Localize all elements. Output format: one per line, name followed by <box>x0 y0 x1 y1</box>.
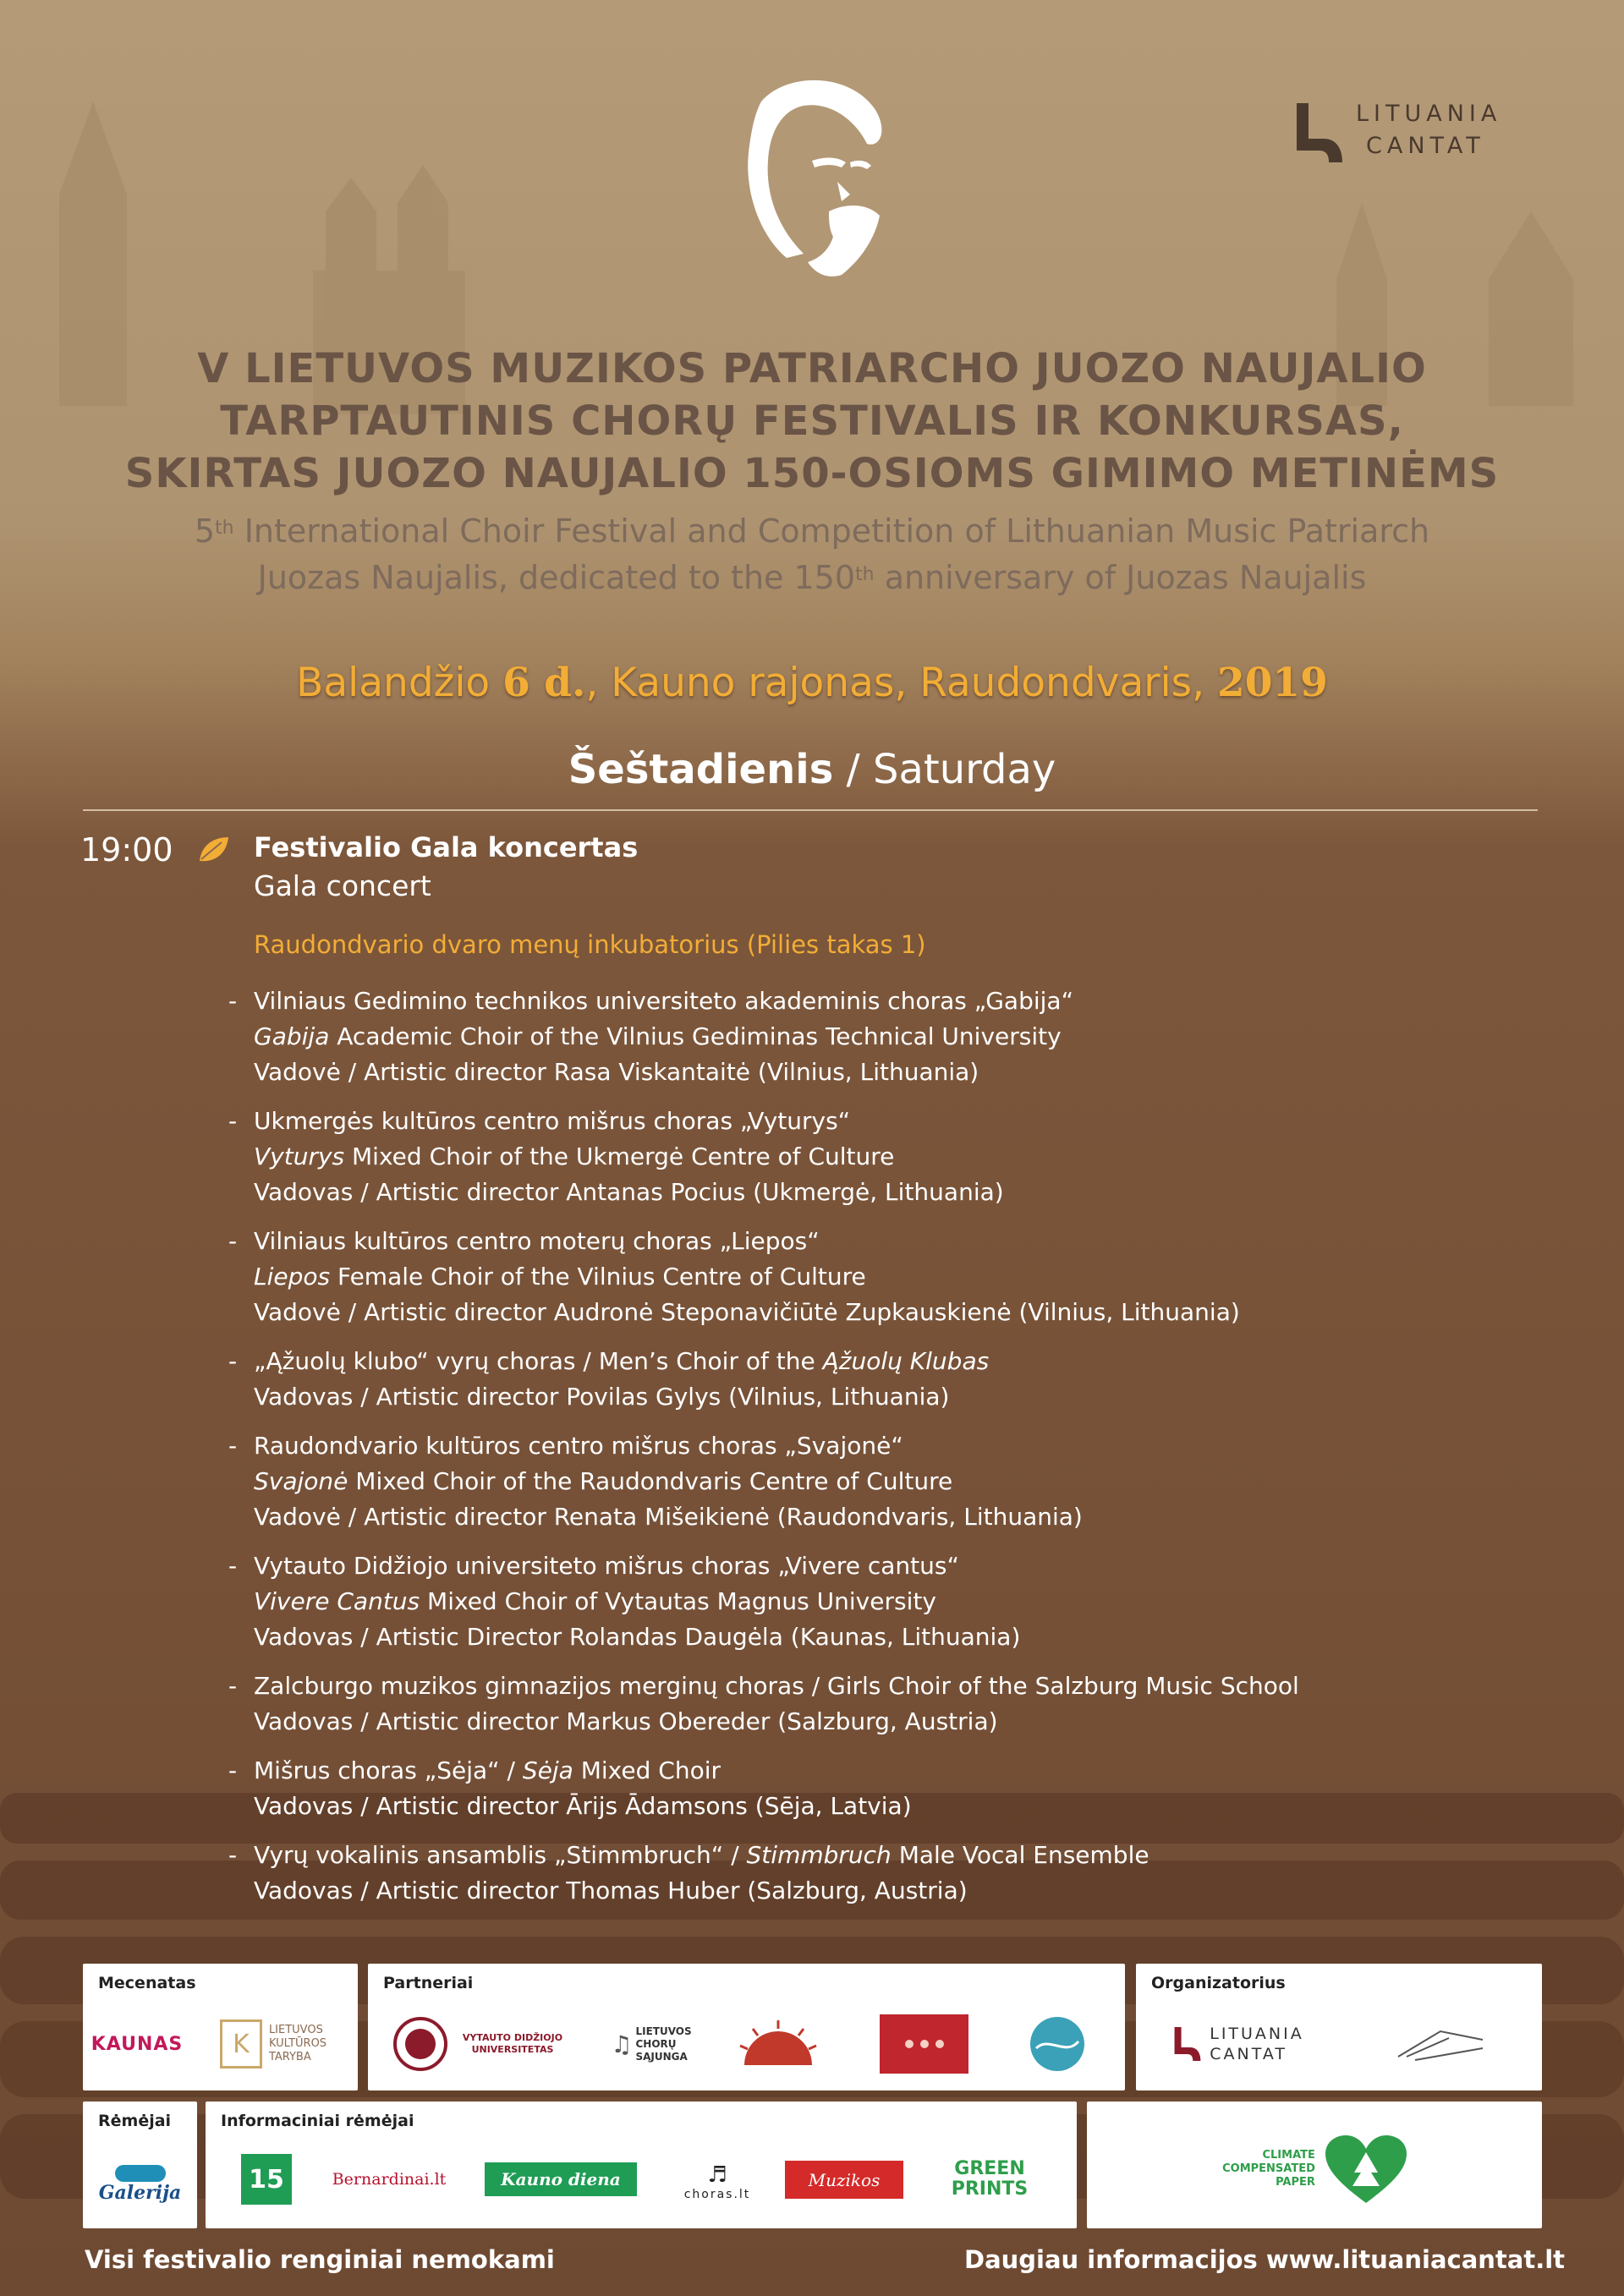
title-lt-line2: TARPTAUTINIS CHORŲ FESTIVALIS IR KONKURSAS, <box>220 397 1404 445</box>
date-year: 2019 <box>1217 660 1328 706</box>
choir-director: Vadovė / Artistic director Audronė Steponavičiūtė Zupkauskienė (Vilnius, Lithuania) <box>254 1298 1240 1326</box>
choir-director: Vadovė / Artistic director Renata Mišeikienė (Raudondvaris, Lithuania) <box>254 1503 1083 1531</box>
kaunas-logo[interactable]: KAUNAS <box>91 2033 184 2055</box>
footer-free-events: Visi festivalio renginiai nemokami <box>85 2245 555 2274</box>
choir-director: Vadovas / Artistic director Antanas Pocius (Ukmergė, Lithuania) <box>254 1178 1004 1206</box>
green-prints-logo[interactable] <box>935 2154 1045 2205</box>
choir-name-en: Male Vocal Ensemble <box>891 1841 1149 1869</box>
choir-list <box>228 984 1582 1922</box>
choir-name-lt: Vyrų vokalinis ansamblis „Stimmbruch“ / <box>254 1841 747 1869</box>
date-month: Balandžio <box>296 660 503 706</box>
choir-name-italic: Gabija <box>254 1022 330 1050</box>
day-separator: / <box>833 746 873 793</box>
sun-ornament-logo[interactable] <box>732 2014 825 2074</box>
sponsor-panel-mecenatas <box>83 1964 358 2091</box>
sponsor-panel-climate <box>1087 2101 1542 2228</box>
lituania-cantat-logo[interactable] <box>1290 95 1527 167</box>
day-of-week <box>0 746 1624 793</box>
choir-name-lt: Vilniaus Gedimino technikos universiteto akademinis choras „Gabija“ <box>254 987 1074 1015</box>
choras-wordmark: choras.lt <box>683 2188 751 2201</box>
choir-name-en: Mixed Choir of Vytautas Magnus University <box>420 1587 936 1615</box>
choir-name-en: Mixed Choir of the Raudondvaris Centre of Culture <box>348 1467 953 1495</box>
list-item: - Vytauto Didžiojo universiteto mišrus choras „Vivere cantus“ Vivere Cantus Mixed Choir of Vytautas Magnus University Vadovas / Artistic Director Rolandas Daugėla (Kaunas, Lithuania) <box>228 1548 1582 1655</box>
panel-label: Partneriai <box>383 1974 474 1992</box>
choir-name-lt: Zalcburgo muzikos gimnazijos merginų choras / Girls Choir of the Salzburg Music School <box>254 1672 1299 1700</box>
vdu-wordmark: VYTAUTO DIDŽIOJO UNIVERSITETAS <box>462 2032 563 2055</box>
day-en: Saturday <box>872 746 1056 793</box>
choir-name-italic: Sėja <box>522 1756 573 1784</box>
event-title-en: Gala concert <box>254 869 431 902</box>
akropolis-wordmark: Galerija <box>98 2181 182 2204</box>
panel-label: Rėmėjai <box>98 2112 172 2130</box>
choir-name-lt: Ukmergės kultūros centro mišrus choras „Vyturys“ <box>254 1107 851 1135</box>
choir-name-italic: Vyturys <box>254 1143 345 1170</box>
choir-director: Vadovas / Artistic director Povilas Gylys (Vilnius, Lithuania) <box>254 1383 950 1411</box>
round-partner-logo[interactable] <box>1023 2014 1091 2074</box>
list-item: - Mišrus choras „Sėja“ / Sėja Mixed Choir Vadovas / Artistic director Ārijs Ādamsons (Sēja, Latvia) <box>228 1753 1582 1824</box>
lituania-cantat-mark-icon <box>1290 100 1349 166</box>
title-en-line1: International Choir Festival and Competition of Lithuanian Music Patriarch <box>233 512 1430 550</box>
lietuvos-choru-sajunga-logo[interactable] <box>592 2010 710 2078</box>
lcs-line3: SĄJUNGA <box>635 2050 688 2063</box>
leaf-icon <box>196 836 230 864</box>
choir-director: Vadovas / Artistic director Thomas Huber (Salzburg, Austria) <box>254 1877 968 1904</box>
choir-name-lt: Mišrus choras „Sėja“ / <box>254 1756 523 1784</box>
title-en-sup1: th <box>215 518 234 539</box>
divider <box>83 809 1538 811</box>
ltk-line2: KULTŪROS <box>268 2037 327 2050</box>
list-item: - Vyrų vokalinis ansamblis „Stimmbruch“ / Stimmbruch Male Vocal Ensemble Vadovas / Artistic director Thomas Huber (Salzburg, Austria) <box>228 1838 1582 1909</box>
vdu-seal-icon <box>392 2016 448 2072</box>
climate-line1: CLIMATE <box>1262 2149 1315 2162</box>
kauno-diena-logo[interactable]: Kauno diena <box>485 2162 637 2196</box>
title-en-sup2: th <box>855 564 875 585</box>
climate-line3: PAPER <box>1276 2176 1315 2189</box>
sponsor-panel-organizatorius <box>1136 1964 1542 2091</box>
day-lt: Šeštadienis <box>568 746 834 793</box>
organizer-mark-icon <box>1171 2023 1204 2065</box>
title-en <box>0 508 1624 601</box>
ltk-line3: TARYBA <box>268 2051 311 2063</box>
sponsor-panel-informaciniai <box>206 2101 1077 2228</box>
title-lt-line3: SKIRTAS JUOZO NAUJALIO 150-OSIOMS GIMIMO METINĖMS <box>124 450 1500 497</box>
brand-line1: LITUANIA <box>1356 101 1502 127</box>
date-day: 6 d. <box>502 660 586 706</box>
choras-lt-logo[interactable] <box>671 2152 764 2211</box>
choir-notes-icon: ♫ <box>611 2030 633 2058</box>
festival-titles <box>0 342 1624 601</box>
list-item: - Ukmergės kultūros centro mišrus choras „Vyturys“ Vyturys Mixed Choir of the Ukmergė Centre of Culture Vadovas / Artistic director Antanas Pocius (Ukmergė, Lithuania) <box>228 1104 1582 1210</box>
list-item: - Raudondvario kultūros centro mišrus choras „Svajonė“ Svajonė Mixed Choir of the Raudondvaris Centre of Culture Vadovė / Artistic director Renata Mišeikienė (Raudondvaris, Lithuania) <box>228 1428 1582 1535</box>
akropolis-galerija-logo[interactable] <box>91 2148 189 2220</box>
footer-more-info-link[interactable]: Daugiau informacijos www.lituaniacantat.lt <box>964 2245 1566 2274</box>
lcs-line1: LIETUVOS <box>635 2025 692 2037</box>
lituania-cantat-wordmark <box>1356 98 1501 162</box>
event-title-lt: Festivalio Gala koncertas <box>254 831 639 863</box>
list-item: - Vilniaus Gedimino technikos universiteto akademinis choras „Gabija“ Gabija Academic Choir of the Vilnius Gediminas Technical University Vadovė / Artistic director Rasa Viskantaitė (Vilnius, Lithuania) <box>228 984 1582 1090</box>
green-prints-line2: PRINTS <box>951 2178 1029 2200</box>
choir-name-en: Mixed Choir <box>573 1756 721 1784</box>
choir-name-lt: Raudondvario kultūros centro mišrus choras „Svajonė“ <box>254 1432 903 1460</box>
event-venue: Raudondvario dvaro menų inkubatorius (Pilies takas 1) <box>254 930 926 959</box>
list-item: - Vilniaus kultūros centro moterų choras „Liepos“ Liepos Female Choir of the Vilnius Centre of Culture Vadovė / Artistic director Audronė Steponavičiūtė Zupkauskienė (Vilnius, Lithuania) <box>228 1224 1582 1330</box>
sponsor-panel-remejai <box>83 2101 197 2228</box>
k-mark-icon: K <box>220 2019 262 2069</box>
globe-icon <box>1028 2014 1087 2074</box>
sun-icon <box>736 2019 820 2069</box>
bernardinai-logo[interactable]: Bernardinai.lt <box>332 2170 447 2189</box>
brand-line2: CANTAT <box>1366 133 1485 159</box>
choir-director: Vadovė / Artistic director Rasa Viskantaitė (Vilnius, Lithuania) <box>254 1058 979 1086</box>
choir-name-en: Academic Choir of the Vilnius Gediminas Technical University <box>329 1022 1062 1050</box>
choir-director: Vadovas / Artistic director Ārijs Ādamsons (Sēja, Latvia) <box>254 1792 912 1820</box>
choir-name-lt: Vytauto Didžiojo universiteto mišrus choras „Vivere cantus“ <box>254 1552 959 1580</box>
title-en-line2a: Juozas Naujalis, dedicated to the 150 <box>257 559 856 596</box>
lietuvos-kulturos-taryba-logo[interactable] <box>201 2010 345 2078</box>
choir-name-italic: Liepos <box>254 1263 331 1290</box>
choir-name-en: Mixed Choir of the Ukmergė Centre of Culture <box>344 1143 895 1170</box>
organizer-lituania-cantat-logo[interactable] <box>1153 2014 1322 2074</box>
choir-name-italic: Ąžuolų Klubas <box>822 1347 990 1375</box>
choir-name-italic: Vivere Cantus <box>254 1587 420 1615</box>
sponsor-panel-partneriai <box>368 1964 1125 2091</box>
choir-name-italic: Stimmbruch <box>746 1841 892 1869</box>
ltk-line1: LIETUVOS <box>268 2024 323 2036</box>
choir-director: Vadovas / Artistic director Markus Obereder (Salzburg, Austria) <box>254 1707 998 1735</box>
list-item: - „Ąžuolų klubo“ vyrų choras / Men’s Choir of the Ąžuolų Klubas Vadovas / Artistic director Povilas Gylys (Vilnius, Lithuania) <box>228 1344 1582 1415</box>
list-item: - Zalcburgo muzikos gimnazijos merginų choras / Girls Choir of the Salzburg Music School Vadovas / Artistic director Markus Obereder (Salzburg, Austria) <box>228 1669 1582 1740</box>
choir-name-lt: „Ąžuolų klubo“ vyrų choras / Men’s Choir of the <box>254 1347 823 1375</box>
choir-director: Vadovas / Artistic Director Rolandas Daugėla (Kaunas, Lithuania) <box>254 1623 1021 1651</box>
ornament-icon <box>899 2031 950 2057</box>
org-line2: CANTAT <box>1210 2045 1287 2063</box>
akropolis-mark-icon <box>115 2165 166 2182</box>
choir-sketch-icon <box>1390 2023 1491 2065</box>
title-lt-line1: V LIETUVOS MUZIKOS PATRIARCHO JUOZO NAUJALIO <box>197 345 1427 392</box>
climate-line2: COMPENSATED <box>1222 2162 1315 2175</box>
green-prints-line1: GREEN <box>954 2158 1025 2179</box>
title-en-line2b: anniversary of Juozas Naujalis <box>874 559 1367 596</box>
15min-logo[interactable]: 15 <box>241 2154 292 2205</box>
choir-name-lt: Vilniaus kultūros centro moterų choras „Liepos“ <box>254 1227 820 1255</box>
event-date-location <box>0 660 1624 706</box>
choras-mark-icon: ♬ <box>707 2162 727 2188</box>
title-en-ordinal: 5 <box>194 512 216 550</box>
red-partner-logo[interactable] <box>880 2014 968 2074</box>
muzikos-logo[interactable]: Muzikos <box>785 2161 903 2199</box>
panel-label: Informaciniai rėmėjai <box>221 2112 414 2130</box>
event-time: 19:00 <box>80 831 173 869</box>
panel-label: Mecenatas <box>98 1974 196 1992</box>
green-heart-icon <box>1324 2134 1408 2206</box>
vdu-logo[interactable] <box>385 2010 579 2078</box>
naujalis-portrait-illustration <box>702 68 897 304</box>
choir-organizer-logo[interactable] <box>1373 2014 1508 2074</box>
choir-name-en: Female Choir of the Vilnius Centre of Culture <box>330 1263 866 1290</box>
date-place: , Kauno rajonas, Raudondvaris, <box>585 660 1218 706</box>
event-block <box>254 829 1573 962</box>
panel-label: Organizatorius <box>1151 1974 1286 1992</box>
lcs-line2: CHORŲ <box>635 2037 677 2050</box>
climate-compensated-logo[interactable] <box>1188 2131 1442 2207</box>
choir-name-italic: Svajonė <box>254 1467 348 1495</box>
org-line1: LITUANIA <box>1210 2025 1304 2043</box>
